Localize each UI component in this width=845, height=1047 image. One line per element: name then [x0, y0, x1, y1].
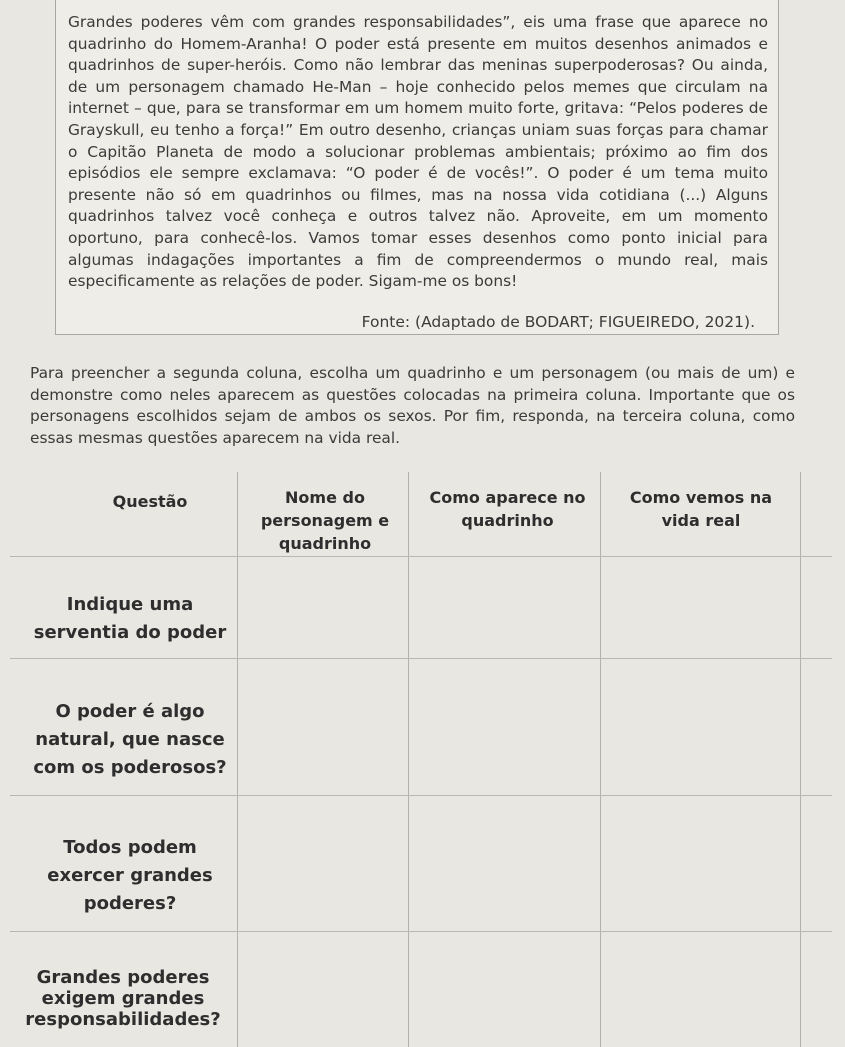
activity-instructions: Para preencher a segunda coluna, escolha um quadrinho e um personagem (ou mais de um) e demonstre como neles aparecem as questões colocadas na primeira coluna. Importante que os personagens escolhidos sejam de ambos os sexos. Por fim, responda, na terceira coluna, como essas mesmas questões aparecem na vida real. [30, 364, 795, 447]
question-cell: Todos podem exercer grandes poderes? [47, 837, 213, 914]
column-divider [237, 472, 238, 1047]
column-divider [800, 472, 801, 1047]
column-divider [600, 472, 601, 1047]
answer-table [10, 472, 832, 1047]
row-divider [10, 795, 832, 796]
row-divider [10, 658, 832, 659]
question-cell: Indique uma serventia do poder [33, 594, 227, 643]
passage-text: Grandes poderes vêm com grandes responsabilidades”, eis uma frase que aparece no quadrinho do Homem-Aranha! O poder está presente em muitos desenhos animados e quadrinhos de super-heróis. Como não lembrar das meninas superpoderosas? Ou ainda, de um personagem chamado He-Man – hoje conhecido pelos memes que circulam na internet – que, para se transformar em um homem muito forte, gritava: “Pelos poderes de Grayskull, eu tenho a força!” Em outro desenho, crianças uniam suas forças para chamar o Capitão Planeta de modo a solucionar problemas ambientais; próximo ao fim dos episódios ele sempre exclamava: “O poder é de vocês!”. O poder é um tema muito presente não só em quadrinhos ou filmes, mas na nossa vida cotidiana (...) Alguns quadrinhos talvez você conheça e outros talvez não. Aproveite, em um momento oportuno, para conhecê-los. Vamos tomar esses desenhos como ponto inicial para algumas indagações importantes a fim de compreendermos o mundo real, mais especificamente as relações de poder. Sigam-me os bons! [68, 13, 768, 291]
header-question: Questão [112, 492, 188, 511]
header-real-life: Como vemos na vida real [629, 488, 773, 530]
passage-source: Fonte: (Adaptado de BODART; FIGUEIREDO, 2021). [361, 313, 755, 331]
row-divider [10, 931, 832, 932]
question-cell: Grandes poderes exigem grandes responsabilidades? [25, 967, 221, 1030]
row-divider [10, 556, 832, 557]
question-cell: O poder é algo natural, que nasce com os poderosos? [33, 701, 227, 778]
column-divider [408, 472, 409, 1047]
header-comic: Como aparece no quadrinho [429, 488, 586, 530]
header-character: Nome do personagem e quadrinho [260, 488, 390, 553]
